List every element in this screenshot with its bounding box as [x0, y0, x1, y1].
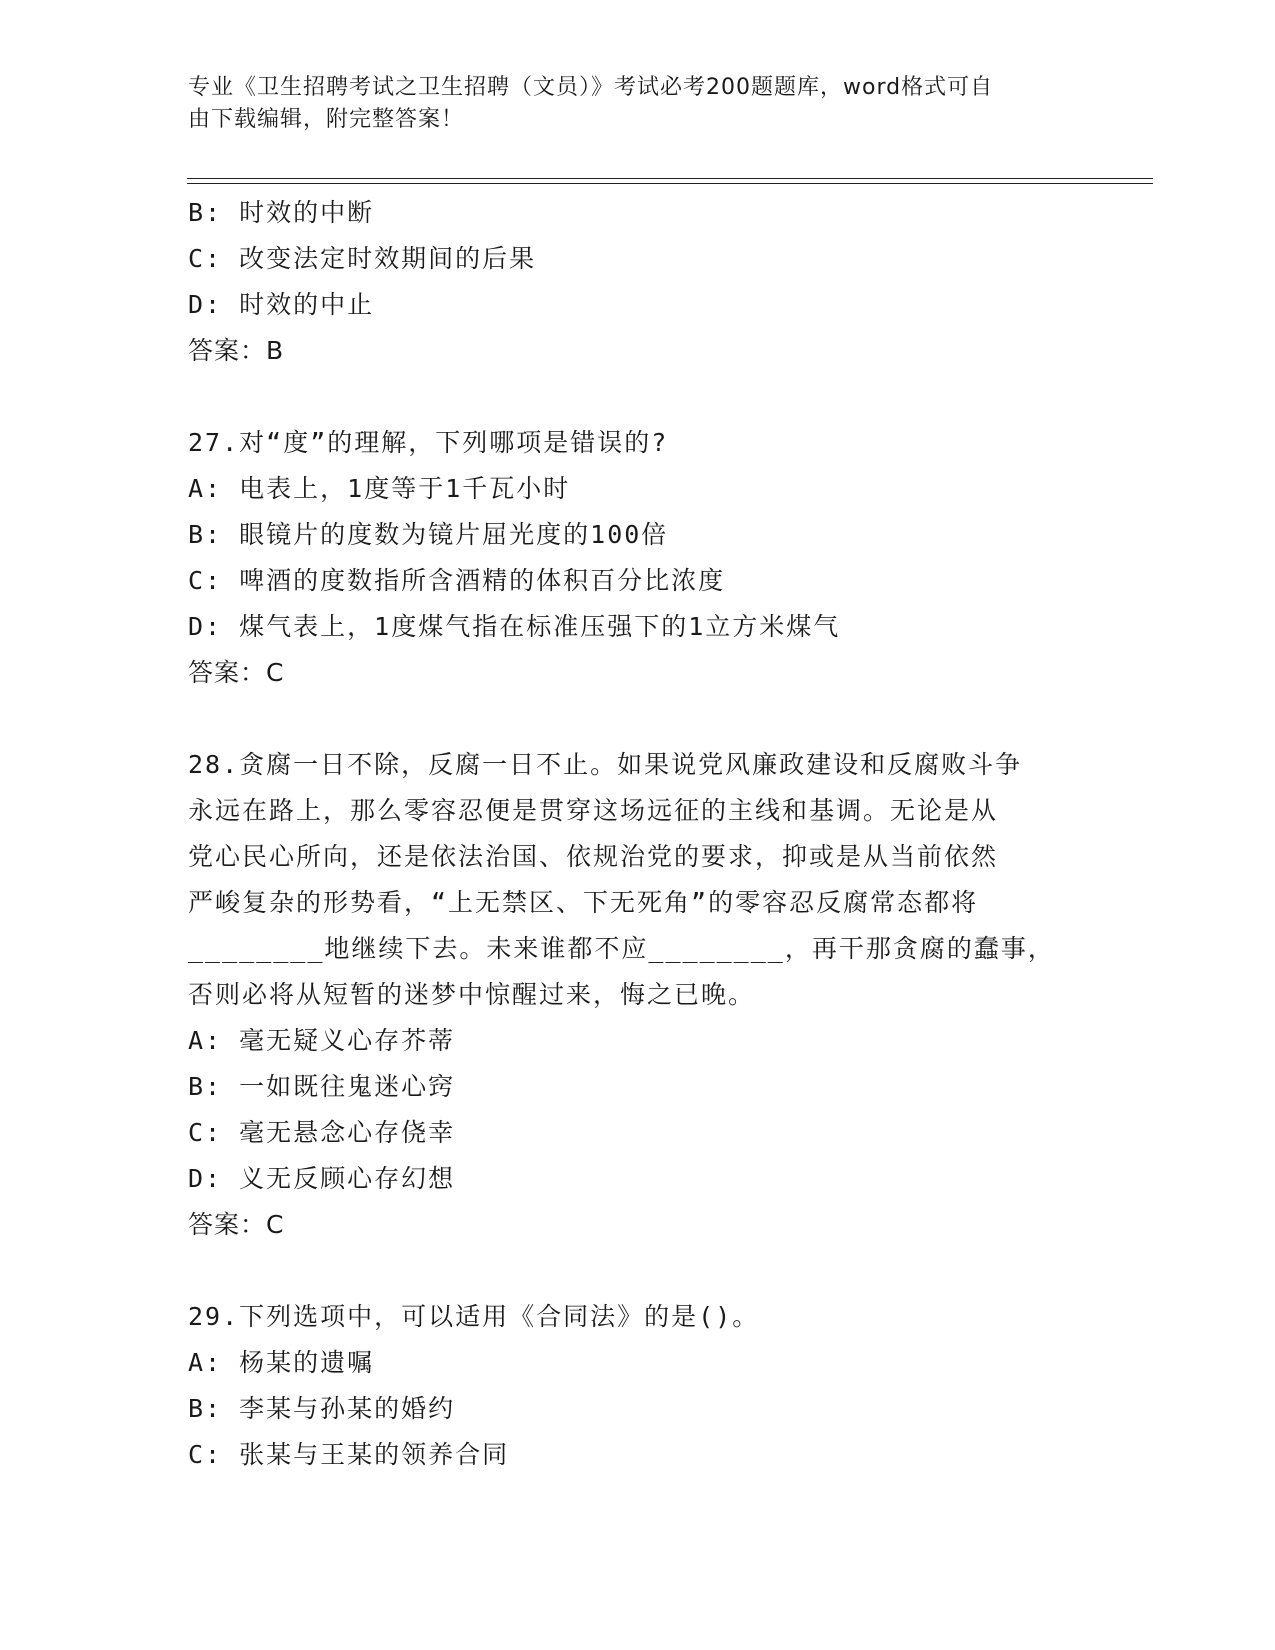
- question-stem: 27.对“度”的理解，下列哪项是错误的?: [188, 428, 669, 457]
- spacer: [188, 374, 1088, 420]
- stem-line: 党心民心所向，还是依法治国、依规治党的要求，抑或是从当前依然: [188, 842, 999, 871]
- option-c: C: 改变法定时效期间的后果: [188, 244, 537, 273]
- header-line-2: 由下载编辑，附完整答案！: [188, 107, 465, 132]
- option-c: C: 啤酒的度数指所含酒精的体积百分比浓度: [188, 566, 726, 595]
- question-27: [188, 420, 1088, 696]
- question-stem: 29.下列选项中，可以适用《合同法》的是()。: [188, 1302, 760, 1331]
- option-d: D: 煤气表上，1度煤气指在标准压强下的1立方米煤气: [188, 612, 841, 641]
- option-c: C: 张某与王某的领养合同: [188, 1440, 510, 1469]
- header-line-1: 专业《卫生招聘考试之卫生招聘（文员）》考试必考200题题库，word格式可自: [188, 75, 994, 100]
- spacer: [188, 696, 1088, 742]
- option-a: A: 毫无疑义心存芥蒂: [188, 1026, 456, 1055]
- question-28: [188, 742, 1088, 1248]
- option-b: B: 时效的中断: [188, 198, 375, 227]
- question-content: [188, 190, 1088, 1478]
- stem-line: 永远在路上，那么零容忍便是贯穿这场远征的主线和基调。无论是从: [188, 796, 999, 825]
- stem-line: 28.贪腐一日不除，反腐一日不止。如果说党风廉政建设和反腐败斗争: [188, 750, 1023, 779]
- answer-line: 答案：C: [188, 1210, 285, 1239]
- stem-line: ________地继续下去。未来谁都不应________，再干那贪腐的蠢事，: [188, 934, 1055, 963]
- answer-line: 答案：B: [188, 336, 285, 365]
- option-b: B: 眼镜片的度数为镜片屈光度的100倍: [188, 520, 669, 549]
- header-rule-top: [187, 178, 1153, 179]
- option-b: B: 李某与孙某的婚约: [188, 1394, 456, 1423]
- question-26-continued: [188, 190, 1088, 374]
- option-c: C: 毫无悬念心存侥幸: [188, 1118, 456, 1147]
- question-29: [188, 1294, 1088, 1478]
- stem-line: 严峻复杂的形势看，“上无禁区、下无死角”的零容忍反腐常态都将: [188, 888, 979, 917]
- option-a: A: 电表上，1度等于1千瓦小时: [188, 474, 571, 503]
- option-d: D: 义无反顾心存幻想: [188, 1164, 456, 1193]
- page-header: [188, 72, 1068, 136]
- question-stem: [188, 742, 1088, 1018]
- spacer: [188, 1248, 1088, 1294]
- answer-line: 答案：C: [188, 658, 285, 687]
- header-rule-bottom: [187, 183, 1153, 184]
- option-d: D: 时效的中止: [188, 290, 375, 319]
- stem-line: 否则必将从短暂的迷梦中惊醒过来，悔之已晚。: [188, 980, 756, 1009]
- option-a: A: 杨某的遗嘱: [188, 1348, 375, 1377]
- option-b: B: 一如既往鬼迷心窍: [188, 1072, 456, 1101]
